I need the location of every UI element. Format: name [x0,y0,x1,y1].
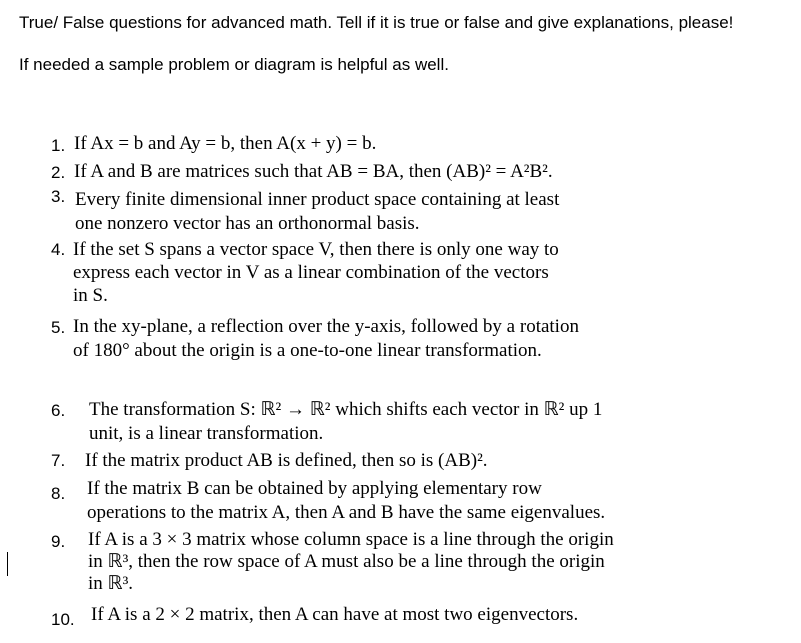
question-9-line-2: in ℝ³, then the row space of A must also be a line through the origin [88,551,605,572]
question-2-line-1: If A and B are matrices such that AB = BA, then (AB)² = A²B². [74,161,553,182]
question-6-line-1: The transformation S: ℝ² → ℝ² which shifts each vector in ℝ² up 1 [89,399,603,420]
question-2-number: 2. [51,163,66,182]
question-5-number: 5. [51,318,66,337]
question-4-line-2: express each vector in V as a linear combination of the vectors [73,262,549,283]
question-7-number: 7. [51,451,66,470]
question-6-number: 6. [51,401,66,420]
text-cursor [7,552,8,576]
question-4-line-1: If the set S spans a vector space V, then there is only one way to [73,239,559,260]
question-9-line-1: If A is a 3 × 3 matrix whose column space is a line through the origin [88,529,614,550]
question-3-line-1: Every finite dimensional inner product space containing at least [75,189,560,210]
question-4-line-3: in S. [73,285,108,306]
intro-line-2: If needed a sample problem or diagram is helpful as well. [19,55,449,74]
question-7-line-1: If the matrix product AB is defined, then so is (AB)². [85,450,488,471]
question-3-line-2: one nonzero vector has an orthonormal basis. [75,213,420,234]
question-5-line-2: of 180° about the origin is a one-to-one linear transformation. [73,340,542,361]
question-8-line-1: If the matrix B can be obtained by applying elementary row [87,478,542,499]
question-4-number: 4. [51,240,66,259]
question-3-number: 3. [51,187,66,206]
question-6-line-2: unit, is a linear transformation. [89,423,324,444]
question-8-number: 8. [51,484,66,503]
question-1-line-1: If Ax = b and Ay = b, then A(x + y) = b. [74,133,377,154]
question-8-line-2: operations to the matrix A, then A and B have the same eigenvalues. [87,502,606,523]
question-9-number: 9. [51,532,66,551]
intro-line-1: True/ False questions for advanced math. Tell if it is true or false and give explanations, please! [19,13,734,32]
question-10-number: 10. [51,610,75,629]
question-9-line-3: in ℝ³. [88,573,134,594]
question-5-line-1: In the xy-plane, a reflection over the y-axis, followed by a rotation [73,316,579,337]
question-10-line-1: If A is a 2 × 2 matrix, then A can have at most two eigenvectors. [91,604,579,625]
question-1-number: 1. [51,136,66,155]
